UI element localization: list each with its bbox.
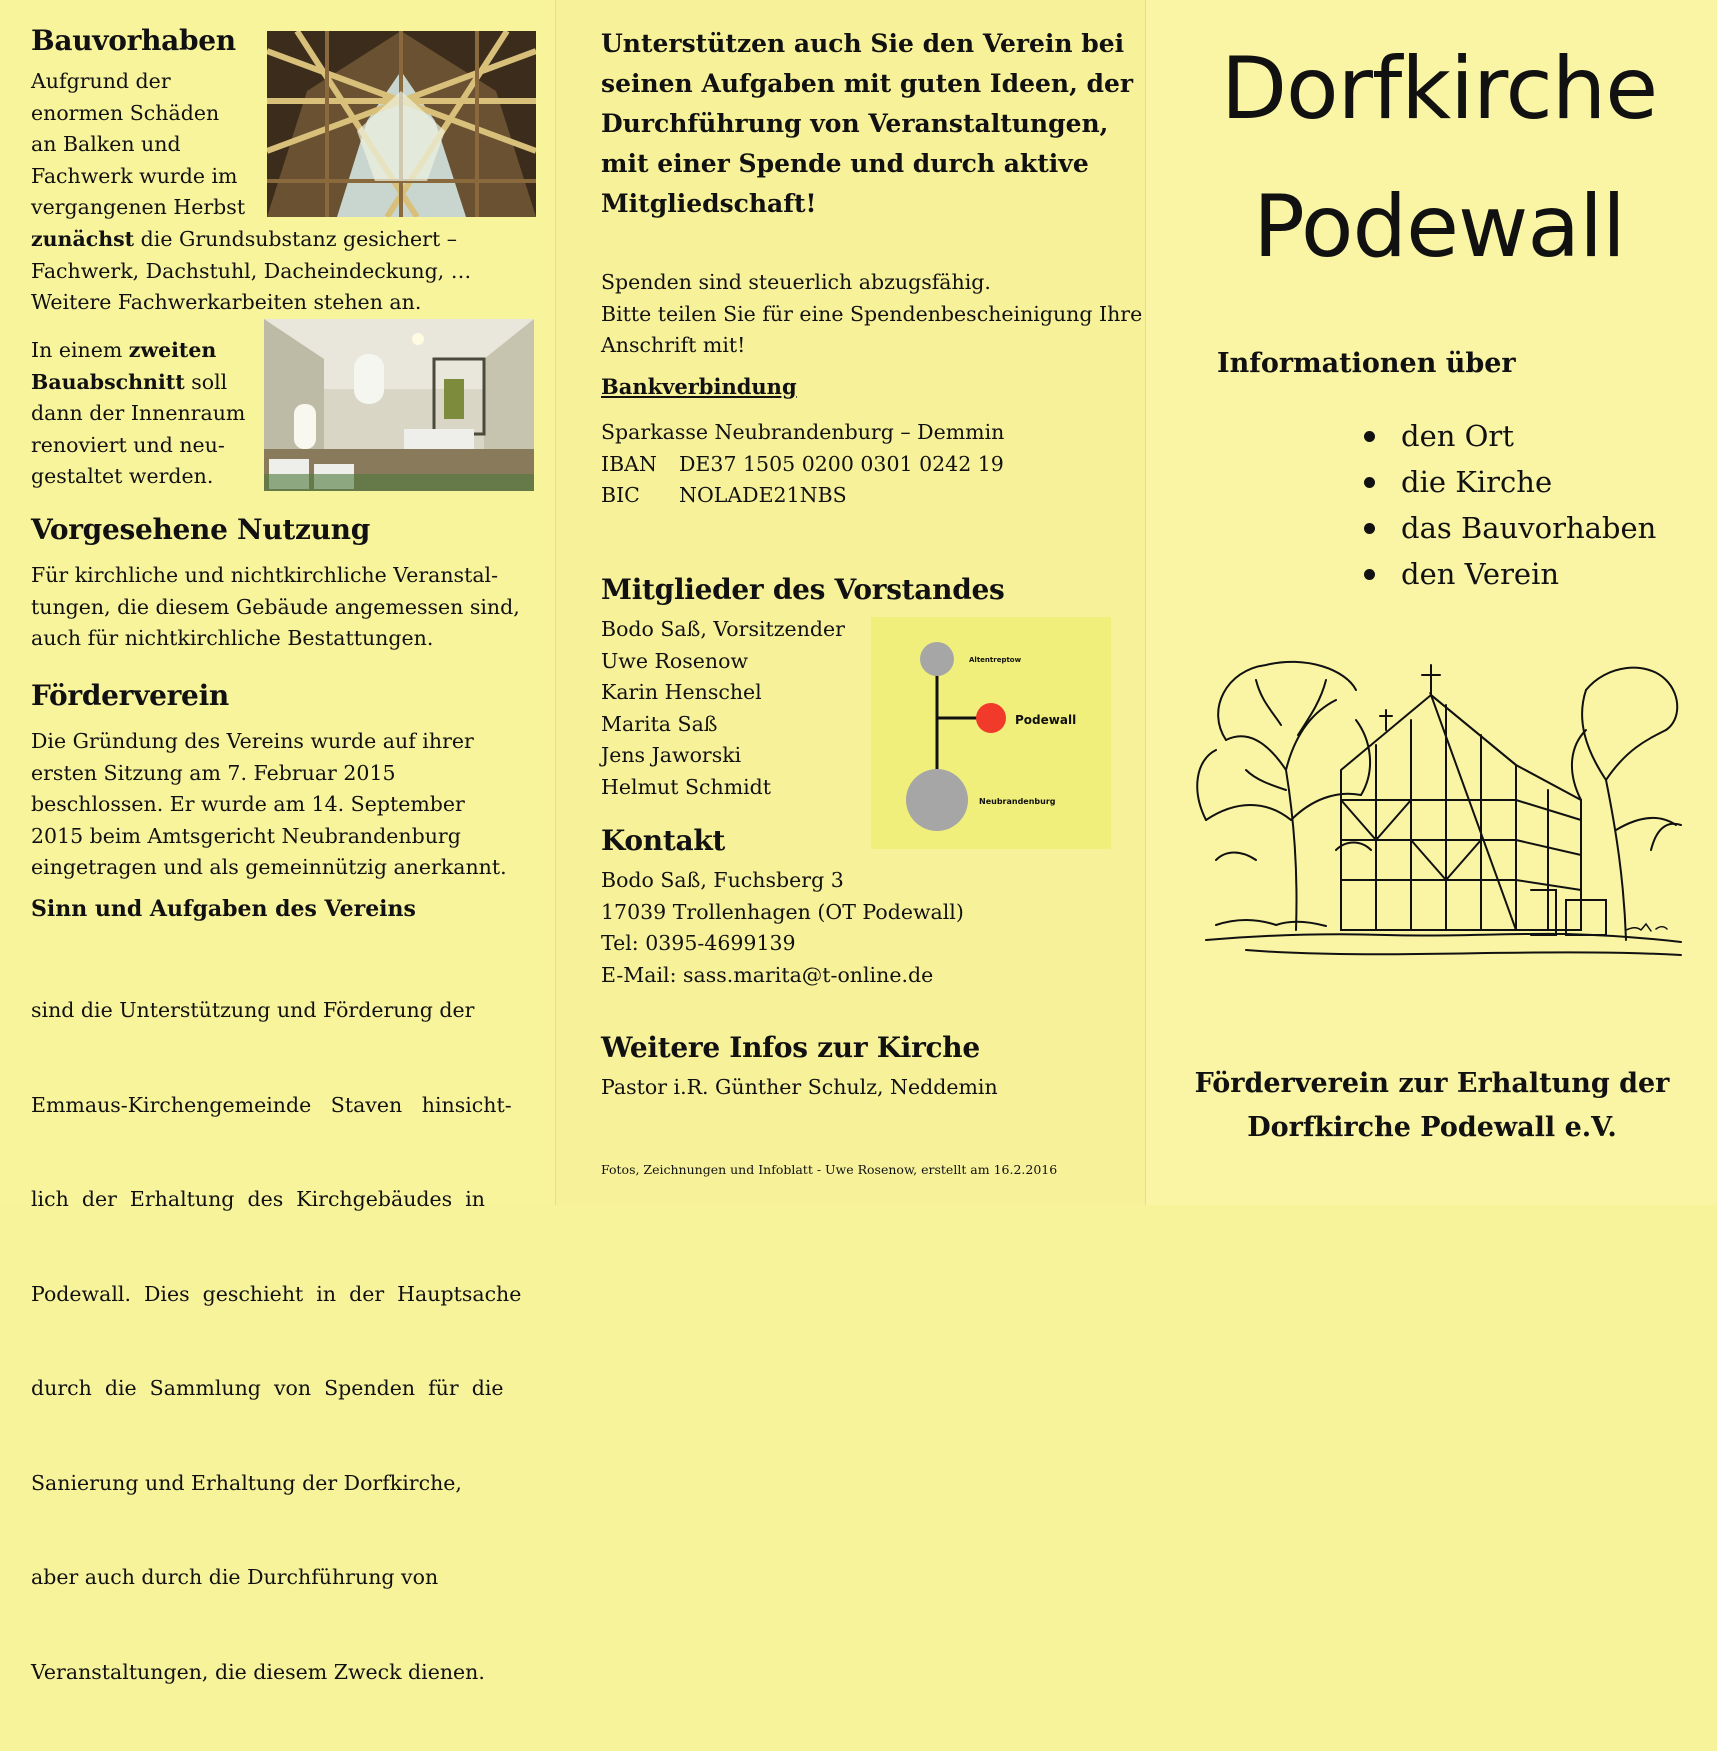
- contact-phone: Tel: 0395-4699139: [601, 931, 796, 955]
- appeal-line: Unterstützen auch Sie den Verein bei: [601, 29, 1125, 58]
- text-line: an Balken und: [31, 132, 181, 156]
- association-line: Förderverein zur Erhaltung der: [1194, 1068, 1670, 1099]
- bauvorhaben-text-bottom: [31, 224, 541, 319]
- association-line: Dorfkirche Podewall e.V.: [1247, 1112, 1617, 1143]
- weitere-heading: Weitere Infos zur Kirche: [601, 1031, 980, 1064]
- appeal-line: Durchführung von Veranstaltungen,: [601, 109, 1109, 138]
- text-span: soll: [184, 369, 228, 394]
- text-line: Aufgrund der: [31, 69, 171, 93]
- appeal-line: Mitgliedschaft!: [601, 189, 817, 218]
- appeal-line: mit einer Spende und durch aktive: [601, 149, 1089, 178]
- map-label-podewall: Podewall: [1015, 713, 1077, 727]
- bic-value: NOLADE21NBS: [679, 483, 847, 507]
- bullet-icon: [1364, 523, 1375, 534]
- topic-label: den Verein: [1401, 557, 1560, 591]
- text-line: Veranstaltungen, die diesem Zweck dienen.: [31, 1659, 485, 1684]
- abschnitt-text: [31, 335, 245, 493]
- text-line: Weitere Fachwerkarbeiten stehen an.: [31, 290, 422, 314]
- text-line: Für kirchliche und nichtkirchliche Veranstal-: [31, 563, 499, 587]
- text-line: Podewall. Dies geschieht in der Hauptsache: [31, 1281, 522, 1306]
- bold-word: zweiten: [128, 338, 217, 362]
- bullet-icon: [1364, 431, 1375, 442]
- bold-word: Bauabschnitt: [31, 369, 185, 394]
- text-line: Anschrift mit!: [601, 333, 746, 357]
- text-line: Die Gründung des Vereins wurde auf ihrer: [31, 729, 474, 753]
- foerderverein-text: [31, 726, 507, 884]
- text-line: dann der Innenraum: [31, 401, 246, 425]
- text-line: eingetragen und als gemeinnützig anerkannt.: [31, 855, 507, 879]
- sinn-heading: Sinn und Aufgaben des Vereins: [31, 896, 416, 922]
- text-line: Emmaus-Kirchengemeinde Staven hinsicht-: [31, 1092, 512, 1117]
- bank-heading: Bankverbindung: [601, 374, 797, 399]
- weitere-text: Pastor i.R. Günther Schulz, Neddemin: [601, 1075, 998, 1099]
- bank-details: [601, 417, 1004, 512]
- text-line: auch für nichtkirchliche Bestattungen.: [31, 626, 434, 650]
- member-name: Bodo Saß, Vorsitzender: [601, 617, 845, 641]
- bauvorhaben-heading: Bauvorhaben: [31, 24, 236, 57]
- text-line: Fachwerk, Dachstuhl, Dacheindeckung, …: [31, 258, 472, 283]
- text-line: gestaltet werden.: [31, 464, 214, 488]
- bullet-icon: [1364, 569, 1375, 580]
- text-line: renoviert und neu-: [31, 432, 225, 457]
- text-span: In einem: [31, 338, 129, 362]
- text-line: Spenden sind steuerlich abzugsfähig.: [601, 270, 991, 294]
- contact-email: E-Mail: sass.marita@t-online.de: [601, 962, 934, 987]
- topic-label: das Bauvorhaben: [1401, 511, 1657, 545]
- page-title: [1174, 20, 1704, 296]
- topic-label: die Kirche: [1401, 465, 1553, 499]
- text-line: lich der Erhaltung des Kirchgebäudes in: [31, 1187, 485, 1211]
- church-interior-photo: [264, 319, 534, 491]
- text-line: [31, 224, 541, 256]
- vorstand-heading: Mitglieder des Vorstandes: [601, 573, 1005, 606]
- member-name: Helmut Schmidt: [601, 774, 772, 799]
- text-line: durch die Sammlung von Spenden für die: [31, 1376, 504, 1400]
- map-label-altentreptow: Altentreptow: [969, 656, 1022, 664]
- text-line: [31, 367, 245, 399]
- bank-name: Sparkasse Neubrandenburg – Demmin: [601, 420, 1005, 444]
- sinn-text: [31, 932, 529, 1751]
- list-item: [1364, 459, 1656, 505]
- bullet-icon: [1364, 477, 1375, 488]
- text-line: vergangenen Herbst: [31, 195, 246, 219]
- church-drawing: [1186, 650, 1686, 970]
- location-map: [871, 617, 1111, 849]
- member-name: Uwe Rosenow: [601, 648, 748, 673]
- iban-row: [601, 449, 1004, 481]
- contact-line: Bodo Saß, Fuchsberg 3: [601, 868, 844, 892]
- bold-word: zunächst: [31, 227, 135, 251]
- text-line: ersten Sitzung am 7. Februar 2015: [31, 760, 396, 785]
- kontakt-details: [601, 865, 964, 991]
- text-line: aber auch durch die Durchführung von: [31, 1565, 439, 1589]
- topic-label: den Ort: [1401, 419, 1514, 453]
- member-name: Marita Saß: [601, 711, 718, 736]
- foerderverein-heading: Förderverein: [31, 679, 229, 712]
- bic-label: BIC: [601, 483, 640, 507]
- map-node-neubrandenburg: [906, 769, 968, 831]
- credits-footer: Fotos, Zeichnungen und Infoblatt - Uwe Rosenow, erstellt am 16.2.2016: [601, 1162, 1058, 1177]
- list-item: [1364, 413, 1656, 459]
- member-name: Karin Henschel: [601, 680, 762, 704]
- title-line: Dorfkirche: [1220, 39, 1658, 139]
- topics-list: [1364, 413, 1656, 597]
- info-heading: Informationen über: [1217, 348, 1516, 379]
- map-node-altentreptow: [920, 642, 954, 676]
- nutzung-text: [31, 560, 520, 655]
- iban-label: IBAN: [601, 451, 657, 476]
- support-appeal: [601, 24, 1133, 224]
- contact-line: 17039 Trollenhagen (OT Podewall): [601, 899, 964, 924]
- roof-truss-photo: [267, 31, 536, 217]
- text-line: 2015 beim Amtsgericht Neubrandenburg: [31, 823, 461, 848]
- middle-panel: [555, 0, 1145, 1205]
- bic-row: [601, 480, 1004, 512]
- text-line: Fachwerk wurde im: [31, 163, 238, 188]
- right-panel: [1145, 0, 1717, 1205]
- iban-value: DE37 1505 0200 0301 0242 19: [679, 451, 1004, 476]
- kontakt-heading: Kontakt: [601, 824, 726, 857]
- association-name: [1152, 1062, 1712, 1150]
- map-node-podewall: [976, 703, 1006, 733]
- text-line: tungen, die diesem Gebäude angemessen sind,: [31, 594, 520, 619]
- text-line: [31, 335, 245, 367]
- nutzung-heading: Vorgesehene Nutzung: [31, 513, 371, 546]
- list-item: [1364, 505, 1656, 551]
- member-name: Jens Jaworski: [601, 743, 742, 767]
- text-line: enormen Schäden: [31, 100, 220, 125]
- bauvorhaben-text-top: [31, 66, 245, 224]
- vorstand-list: [601, 614, 845, 803]
- text-line: beschlossen. Er wurde am 14. September: [31, 792, 465, 816]
- text-span: die Grundsubstanz gesichert –: [134, 227, 457, 251]
- text-line: sind die Unterstützung und Förderung der: [31, 998, 475, 1022]
- appeal-line: seinen Aufgaben mit guten Ideen, der: [601, 69, 1134, 98]
- list-item: [1364, 551, 1656, 597]
- donation-note: [601, 267, 1142, 362]
- left-panel: [0, 0, 555, 1684]
- map-label-neubrandenburg: Neubrandenburg: [979, 797, 1056, 806]
- text-line: Bitte teilen Sie für eine Spendenbescheinigung Ihre: [601, 301, 1143, 326]
- title-line: Podewall: [1253, 177, 1625, 277]
- text-line: Sanierung und Erhaltung der Dorfkirche,: [31, 1470, 462, 1495]
